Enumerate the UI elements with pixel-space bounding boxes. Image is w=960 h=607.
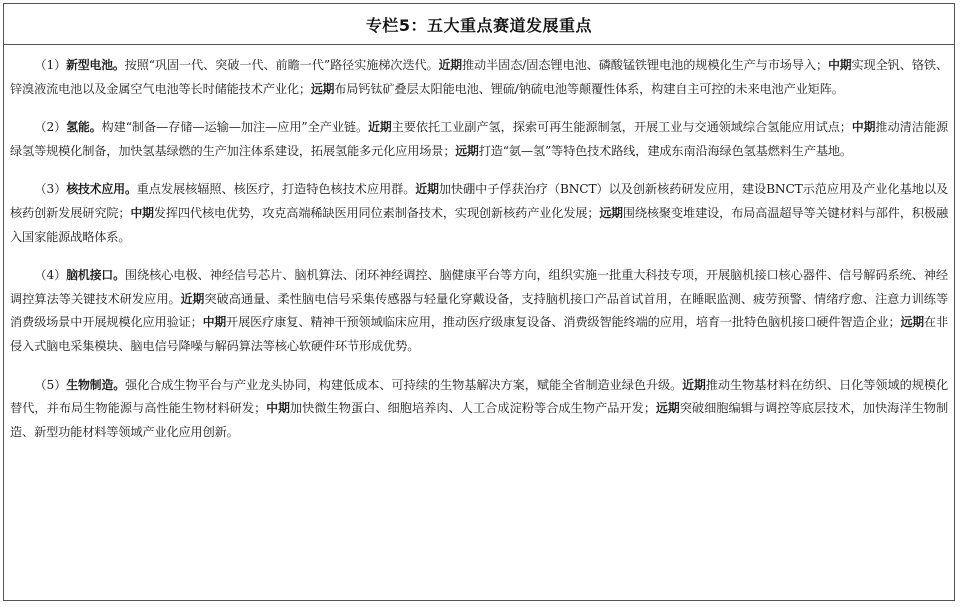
mid-term-text: 实现全钒、铬铁、锌溴液流电池以及金属空气电池等长时储能技术产业化； bbox=[10, 58, 948, 96]
long-term-label: 远期 bbox=[655, 401, 680, 416]
section-bio-manufacturing bbox=[10, 374, 948, 445]
near-term-text: 推动半固态/固态锂电池、磷酸锰铁锂电池的规模化生产与市场导入； bbox=[461, 58, 829, 72]
mid-term-label: 中期 bbox=[266, 401, 290, 416]
section-number: （3） bbox=[34, 182, 67, 197]
section-number: （2） bbox=[34, 120, 67, 135]
section-intro: 强化合成生物平台与产业龙头协同，构建低成本、可持续的生物基解决方案，赋能全省制造业绿色升级。 bbox=[124, 377, 683, 392]
title-row bbox=[4, 4, 954, 45]
long-term-label: 远期 bbox=[599, 205, 623, 220]
section-heading: 核技术应用。 bbox=[66, 182, 137, 197]
long-term-text: 布局钙钛矿叠层太阳能电池、锂硫/钠硫电池等颠覆性体系，构建自主可控的未来电池产业矩阵。 bbox=[334, 81, 844, 96]
near-term-text: 推动生物基材料在纺织、日化等领域的规模化替代，并布局生物能源与高性能生物材料研发； bbox=[10, 377, 948, 416]
near-term-label: 近期 bbox=[415, 182, 439, 197]
section-intro: 构建“制备—存储—运输—加注—应用”全产业链。 bbox=[101, 120, 369, 135]
long-term-label: 远期 bbox=[900, 315, 924, 330]
section-intro: 按照“巩固一代、突破一代、前瞻一代”路径实施梯次迭代。 bbox=[124, 58, 439, 72]
long-term-text: 围绕核聚变堆建设，布局高温超导等关键材料与部件，积极融入国家能源战略体系。 bbox=[10, 205, 949, 244]
long-term-label: 远期 bbox=[310, 81, 335, 96]
section-intro: 重点发展核辐照、核医疗，打造特色核技术应用群。 bbox=[136, 182, 416, 197]
column-box bbox=[3, 3, 955, 601]
section-number: （1） bbox=[34, 58, 67, 72]
section-brain-computer-interface bbox=[10, 264, 948, 358]
near-term-text: 加快硼中子俘获治疗（BNCT）以及创新核药研发应用，建设BNCT示范应用及产业化基地以及核药创新发展研究院； bbox=[10, 182, 948, 220]
mid-term-text: 推动清洁能源绿氢等规模化制备，加快氢基绿燃的生产加注体系建设，拓展氢能多元化应用场景； bbox=[10, 120, 948, 158]
long-term-label: 远期 bbox=[455, 143, 479, 158]
near-term-label: 近期 bbox=[368, 120, 392, 135]
section-heading: 生物制造。 bbox=[66, 377, 125, 392]
section-number: （4） bbox=[34, 268, 67, 283]
long-term-text: 在非侵入式脑电采集模块、脑电信号降噪与解码算法等核心软硬件环节形成优势。 bbox=[10, 315, 949, 353]
section-number: （5） bbox=[34, 377, 67, 392]
section-nuclear-tech bbox=[10, 178, 948, 249]
near-term-label: 近期 bbox=[682, 377, 706, 392]
page-title: 专栏5：五大重点赛道发展重点 bbox=[365, 15, 593, 35]
section-heading: 脑机接口。 bbox=[66, 268, 125, 283]
near-term-label: 近期 bbox=[438, 58, 462, 72]
mid-term-text: 开展医疗康复、精神干预领域临床应用，推动医疗级康复设备、消费级智能终端的应用，培育一批特色脑机接口硬件智造企业； bbox=[226, 315, 901, 330]
section-new-battery bbox=[10, 54, 948, 101]
mid-term-label: 中期 bbox=[828, 58, 852, 72]
section-hydrogen bbox=[10, 116, 948, 163]
section-heading: 氢能。 bbox=[66, 120, 102, 135]
section-intro: 围绕核心电极、神经信号芯片、脑机算法、闭环神经调控、脑健康平台等方向，组织实施一批重大科技专项，开展脑机接口核心器件、信号解码系统、神经调控算法等关键技术研发应用。 bbox=[10, 268, 948, 306]
mid-term-text: 发挥四代核电优势，攻克高端稀缺医用同位素制备技术，实现创新核药产业化发展； bbox=[153, 205, 600, 220]
long-term-text: 打造“氨—氢”等特色技术路线，建成东南沿海绿色氢基燃料生产基地。 bbox=[478, 143, 852, 158]
content-area bbox=[4, 45, 954, 444]
mid-term-label: 中期 bbox=[851, 120, 876, 135]
mid-term-text: 加快微生物蛋白、细胞培养肉、人工合成淀粉等合成生物产品开发； bbox=[289, 401, 656, 416]
section-heading: 新型电池。 bbox=[66, 58, 125, 72]
near-term-text: 突破高通量、柔性脑电信号采集传感器与轻量化穿戴设备，支持脑机接口产品首试首用，在睡眠监测、疲劳预警、情绪疗愈、注意力训练等消费级场景中开展规模化应用验证； bbox=[10, 291, 948, 330]
long-term-text: 突破细胞编辑与调控等底层技术，加快海洋生物制造、新型功能材料等领域产业化应用创新。 bbox=[10, 401, 949, 439]
mid-term-label: 中期 bbox=[202, 315, 227, 330]
mid-term-label: 中期 bbox=[130, 205, 154, 220]
near-term-label: 近期 bbox=[180, 291, 205, 306]
near-term-text: 主要依托工业副产氢，探索可再生能源制氢，开展工业与交通领域综合氢能应用试点； bbox=[391, 120, 852, 135]
